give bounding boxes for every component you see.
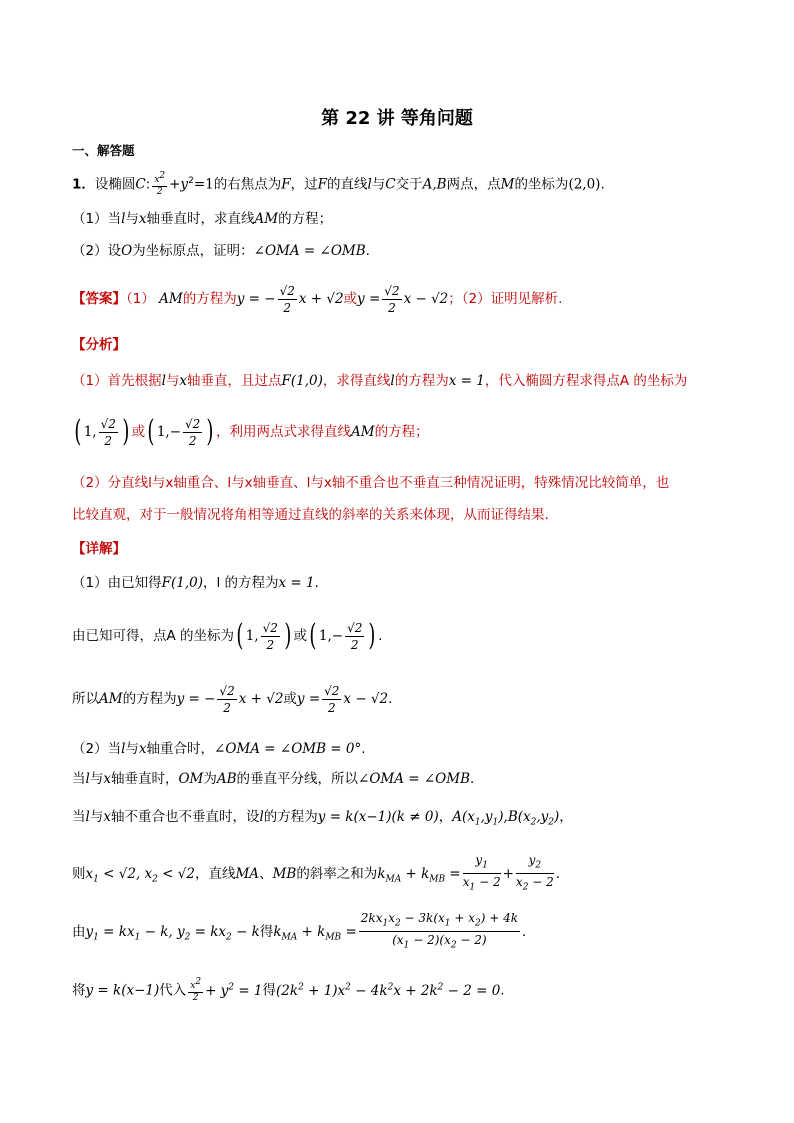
q1-text: 的右焦点为 bbox=[213, 176, 282, 193]
question-1: 1．设椭圆C: $\frac{x^2}{2}$ $+y^2=1$的右焦点为F，过F的直线l与C交于A,B两点，点M的坐标为(2,0). bbox=[72, 171, 605, 197]
detail-text: 的方程为 bbox=[122, 691, 177, 707]
q1-text: ，过 bbox=[290, 176, 318, 193]
detail-text: 由已知可得，点A 的坐标为 bbox=[72, 628, 235, 644]
analysis-line-1: （1）首先根据l与x轴垂直，且过点F(1,0)，求得直线l的方程为x = 1，代入椭圆方程求得点A 的坐标为 bbox=[72, 373, 688, 389]
analysis-text: 的方程为 bbox=[394, 373, 449, 389]
detail-text: 得 bbox=[259, 923, 274, 940]
answer-text: ；（2）证明见解析. bbox=[448, 291, 563, 307]
detail-text: 所以 bbox=[72, 691, 99, 707]
part1-text: 的方程； bbox=[278, 211, 333, 227]
analysis-text: 轴垂直，且过点 bbox=[187, 373, 282, 389]
part2-text: （2）设 bbox=[72, 243, 122, 259]
section-heading: 一、解答题 bbox=[72, 143, 135, 158]
detail-line-4: （2）当l与x轴重合时，∠OMA = ∠OMB = 0°. bbox=[72, 741, 366, 757]
detail-text: 为 bbox=[203, 771, 217, 787]
detail-line-2: 由已知可得，点A 的坐标为( 1, $\frac{√2}{2}$ ) 或( 1,− $\frac{√2}{2}$ ) . bbox=[72, 618, 383, 653]
question-part-2: （2）设O为坐标原点，证明：∠OMA = ∠OMB. bbox=[72, 243, 370, 259]
part1-text: （1）当 bbox=[72, 211, 122, 227]
detail-line-1: （1）由已知得F(1,0)，l 的方程为x = 1. bbox=[72, 575, 319, 591]
detail-text: 则 bbox=[72, 865, 86, 882]
detail-text: 由 bbox=[72, 923, 86, 940]
answer-line: 【答案】（1） AM的方程为y = − $\frac{√2}{2}$ x + √2或y = $\frac{√2}{2}$ x − √2；（2）证明见解析. bbox=[72, 283, 563, 315]
analysis-text: 的方程； bbox=[374, 424, 429, 440]
detail-text: 与 bbox=[125, 741, 139, 757]
detail-text: 与 bbox=[89, 771, 104, 787]
detail-tag: 【详解】 bbox=[72, 541, 126, 557]
part2-text: 为坐标原点，证明： bbox=[132, 243, 254, 259]
q1-text: 的直线 bbox=[326, 176, 368, 193]
detail-text: ，直线 bbox=[194, 865, 236, 882]
detail-text: 将 bbox=[72, 982, 86, 999]
analysis-text: 与 bbox=[165, 373, 180, 389]
analysis-line-2: ( 1, $\frac{√2}{2}$ ) 或( 1,− $\frac{√2}{2}$ ) ，利用两点式求得直线AM的方程； bbox=[74, 414, 429, 449]
answer-tag: 【答案】 bbox=[72, 291, 126, 307]
analysis-tag: 【分析】 bbox=[72, 337, 126, 353]
q1-text: 两点，点 bbox=[446, 176, 501, 193]
detail-text: 的垂直平分线，所以 bbox=[236, 771, 359, 787]
detail-text: 当 bbox=[72, 809, 86, 825]
analysis-line-3: （2）分直线l与x轴重合、l与x轴垂直、l与x轴不重合也不垂直三种情况证明，特殊情况比较简单，也 bbox=[72, 475, 670, 491]
detail-text: 轴不重合也不垂直时，设 bbox=[110, 809, 260, 825]
page-title: 第 22 讲 等角问题 bbox=[321, 108, 473, 129]
detail-text: 或 bbox=[283, 691, 297, 707]
analysis-line-4: 比较直观，对于一般情况将角相等通过直线的斜率的关系来体现，从而证得结果. bbox=[72, 507, 549, 523]
detail-line-5: 当l与x轴垂直时，OM为AB的垂直平分线，所以∠OMA = ∠OMB. bbox=[72, 771, 475, 787]
analysis-text: ，利用两点式求得直线 bbox=[216, 424, 352, 440]
analysis-text: 或 bbox=[131, 424, 146, 440]
detail-text: 、 bbox=[259, 865, 273, 882]
detail-text: 轴垂直时， bbox=[110, 771, 179, 787]
detail-line-8: 由$y_1 = kx_1 - k$, $y_2 = kx_2 - k$得$k_{MA} + k_{MB}$ = $\frac{2kx_1x_2 - 3k(x_1 + x_2) + 4k}{(x_1 - 2)(x_2 - 2)}$ . bbox=[72, 911, 527, 951]
detail-text: 与 bbox=[89, 809, 104, 825]
answer-text: 或 bbox=[343, 291, 358, 307]
answer-text: （1） bbox=[126, 291, 155, 307]
analysis-text: ，代入椭圆方程求得点A 的坐标为 bbox=[484, 373, 688, 389]
detail-text: ，l 的方程为 bbox=[202, 575, 279, 591]
analysis-text: ，求得直线 bbox=[322, 373, 391, 389]
detail-text: 或 bbox=[293, 628, 308, 644]
detail-text: 当 bbox=[72, 771, 86, 787]
detail-text: 的方程为 bbox=[263, 809, 318, 825]
detail-text: 的斜率之和为 bbox=[296, 865, 378, 882]
detail-text: （2）当 bbox=[72, 741, 122, 757]
answer-text: 的方程为 bbox=[182, 291, 237, 307]
q1-text: 设椭圆 bbox=[94, 176, 136, 193]
analysis-text: （1）首先根据 bbox=[72, 373, 162, 389]
q1-text: 交于 bbox=[395, 176, 423, 193]
detail-line-7: 则$x_1 < √2$, $x_2 < √2$，直线MA、MB的斜率之和为$k_{MA} + k_{MB}$ = $\frac{y_1}{x_1 - 2}$ + $\frac{y_2}{x_2 - 2}$ . bbox=[72, 853, 561, 893]
detail-text: 得 bbox=[262, 982, 277, 999]
detail-line-3: 所以AM的方程为y = − $\frac{√2}{2}$ x + √2或y = $\frac{√2}{2}$ x − √2. bbox=[72, 683, 393, 715]
detail-line-9: 将y = k(x−1)代入 $\frac{x^2}{2}$ + $y^2 = 1$得$(2k^2 + 1)x^2 - 4k^2x + 2k^2 - 2 = 0$. bbox=[72, 977, 505, 1003]
question-part-1: （1）当l与x轴垂直时，求直线AM的方程； bbox=[72, 211, 333, 227]
part1-text: 与 bbox=[125, 211, 139, 227]
detail-line-6: 当l与x轴不重合也不垂直时，设l的方程为y = k(x−1)(k ≠ 0)，$A(x_1,y_1),B(x_2,y_2)$， bbox=[72, 809, 573, 828]
q1-text: 与 bbox=[371, 176, 386, 193]
part1-text: 轴垂直时，求直线 bbox=[146, 211, 255, 227]
detail-text: 代入 bbox=[159, 982, 187, 999]
q1-text: (2,0) bbox=[568, 176, 601, 193]
q1-text: 的坐标为 bbox=[514, 176, 569, 193]
question-number: 1． bbox=[72, 176, 95, 193]
detail-text: （1）由已知得 bbox=[72, 575, 162, 591]
detail-text: 轴重合时， bbox=[146, 741, 215, 757]
